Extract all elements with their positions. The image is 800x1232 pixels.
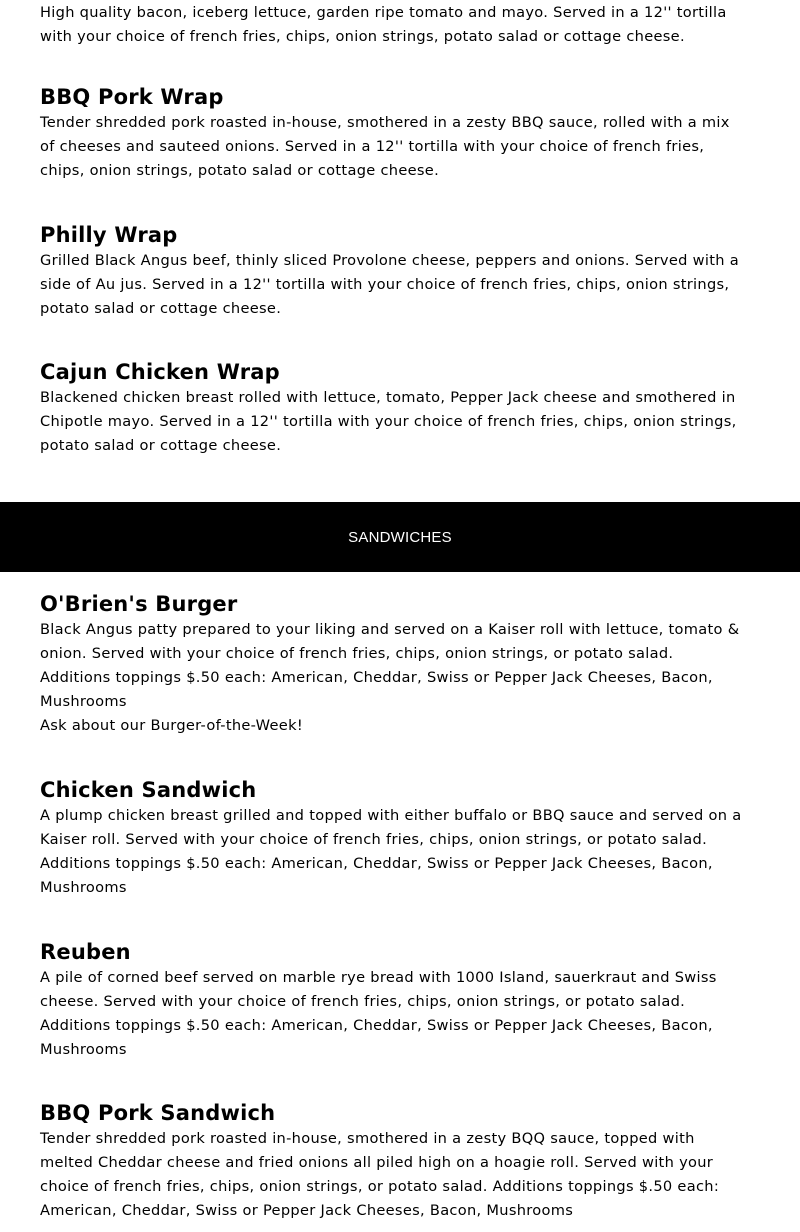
description-line: potato salad or cottage cheese.: [40, 300, 282, 317]
description-line: melted Cheddar cheese and fried onions all piled high on a hoagie roll. Served with your: [40, 1154, 714, 1171]
description-line: Chipotle mayo. Served in a 12'' tortilla with your choice of french fries, chips, onion strings,: [40, 413, 737, 430]
menu-item-description: [40, 618, 760, 738]
description-line: Blackened chicken breast rolled with lettuce, tomato, Pepper Jack cheese and smothered in: [40, 389, 736, 406]
menu-item-description: [40, 1127, 760, 1223]
menu-item-description: [40, 966, 760, 1062]
menu-item-reuben: [40, 938, 760, 1062]
description-line: Ask about our Burger-of-the-Week!: [40, 717, 303, 734]
description-line: Tender shredded pork roasted in-house, smothered in a zesty BQQ sauce, topped with: [40, 1130, 695, 1147]
menu-item-title: Philly Wrap: [40, 223, 178, 247]
description-line: Additions toppings $.50 each: American, Cheddar, Swiss or Pepper Jack Cheeses, Bacon,: [40, 855, 713, 872]
menu-item-cajun-chicken-wrap: [40, 358, 760, 458]
description-line: Kaiser roll. Served with your choice of french fries, chips, onion strings, or potato salad.: [40, 831, 708, 848]
menu-item-bbq-pork-sandwich: [40, 1099, 760, 1223]
menu-item-bbq-pork-wrap: [40, 83, 760, 183]
description-line: cheese. Served with your choice of french fries, chips, onion strings, or potato salad.: [40, 993, 686, 1010]
description-line: chips, onion strings, potato salad or cottage cheese.: [40, 162, 440, 179]
menu-item-description: [40, 249, 760, 321]
description-line: A pile of corned beef served on marble rye bread with 1000 Island, sauerkraut and Swiss: [40, 969, 717, 986]
menu-item-title: BBQ Pork Wrap: [40, 85, 224, 109]
description-line: side of Au jus. Served in a 12'' tortilla with your choice of french fries, chips, onion strings,: [40, 276, 730, 293]
description-line: of cheeses and sauteed onions. Served in a 12'' tortilla with your choice of french fries,: [40, 138, 705, 155]
menu-item-partial: [40, 1, 760, 49]
description-line: with your choice of french fries, chips, onion strings, potato salad or cottage cheese.: [40, 28, 685, 45]
menu-item-chicken-sandwich: [40, 776, 760, 900]
menu-item-philly-wrap: [40, 221, 760, 321]
menu-item-title: Reuben: [40, 940, 131, 964]
menu-item-description: [40, 111, 760, 183]
menu-item-title: O'Brien's Burger: [40, 592, 238, 616]
description-line: Additions toppings $.50 each: American, Cheddar, Swiss or Pepper Jack Cheeses, Bacon,: [40, 1017, 713, 1034]
menu-item-description: [40, 804, 760, 900]
description-line: choice of french fries, chips, onion strings, or potato salad. Additions toppings $.50 each:: [40, 1178, 720, 1195]
description-line: High quality bacon, iceberg lettuce, garden ripe tomato and mayo. Served in a 12'' tortilla: [40, 4, 727, 21]
description-line: Tender shredded pork roasted in-house, smothered in a zesty BBQ sauce, rolled with a mix: [40, 114, 730, 131]
menu-item-title: Chicken Sandwich: [40, 778, 257, 802]
description-line: American, Cheddar, Swiss or Pepper Jack Cheeses, Bacon, Mushrooms: [40, 1202, 574, 1219]
description-line: potato salad or cottage cheese.: [40, 437, 282, 454]
menu-item-description: [40, 1, 760, 49]
description-line: Grilled Black Angus beef, thinly sliced Provolone cheese, peppers and onions. Served with a: [40, 252, 739, 269]
section-banner-label: SANDWICHES: [348, 528, 452, 546]
description-line: Mushrooms: [40, 693, 127, 710]
menu-item-obriens-burger: [40, 590, 760, 738]
description-line: Additions toppings $.50 each: American, Cheddar, Swiss or Pepper Jack Cheeses, Bacon,: [40, 669, 713, 686]
menu-item-title: Cajun Chicken Wrap: [40, 360, 280, 384]
description-line: Mushrooms: [40, 1041, 127, 1058]
description-line: Mushrooms: [40, 879, 127, 896]
description-line: Black Angus patty prepared to your liking and served on a Kaiser roll with lettuce, tomato &: [40, 621, 740, 638]
description-line: A plump chicken breast grilled and topped with either buffalo or BBQ sauce and served on a: [40, 807, 742, 824]
menu-item-title: BBQ Pork Sandwich: [40, 1101, 276, 1125]
section-banner-sandwiches: [0, 502, 800, 572]
description-line: onion. Served with your choice of french fries, chips, onion strings, or potato salad.: [40, 645, 674, 662]
menu-item-description: [40, 386, 760, 458]
